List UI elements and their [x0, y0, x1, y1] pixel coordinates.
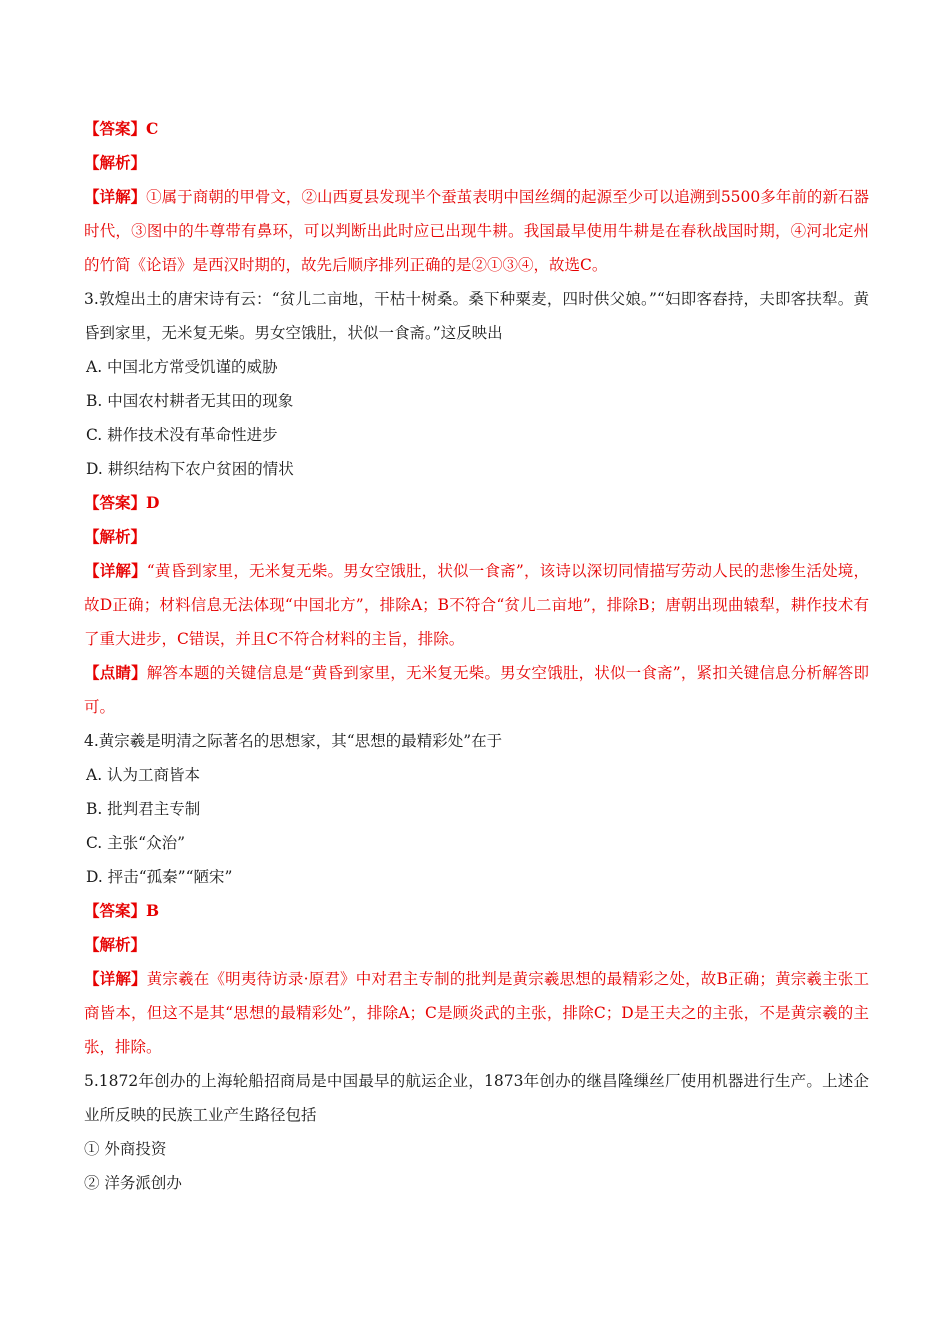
answer-value: C	[146, 119, 159, 138]
q4-option-a: A. 认为工商皆本	[86, 766, 201, 784]
q3-detail	[84, 554, 869, 656]
detail-tag: 【详解】	[84, 561, 147, 580]
q2-answer-line	[84, 112, 869, 146]
detail-tag: 【详解】	[84, 969, 147, 988]
q3-tip	[84, 656, 869, 724]
analysis-tag: 【解析】	[84, 935, 147, 954]
q3-option-b: B. 中国农村耕者无其田的现象	[86, 392, 294, 410]
q3-option-d: D. 耕织结构下农户贫困的情状	[86, 460, 294, 478]
q5-item-2: ② 洋务派创办	[84, 1174, 182, 1192]
q4-option-d: D. 抨击“孤秦”“陋宋”	[86, 868, 233, 886]
detail-tag: 【详解】	[84, 187, 147, 206]
q4-analysis-line	[84, 928, 869, 962]
q4-option-c: C. 主张“众治”	[86, 834, 186, 852]
detail-text: ①属于商朝的甲骨文，②山西夏县发现半个蚕茧表明中国丝绸的起源至少可以追溯到5500多年前的新石器时代，③图中的牛尊带有鼻环，可以判断出此时应已出现牛耕。我国最早使用牛耕是在春秋战国时期，④河北定州的竹简《论语》是西汉时期的，故先后顺序排列正确的是②①③④，故选C。	[84, 188, 869, 274]
q5-stem: 5.1872年创办的上海轮船招商局是中国最早的航运企业，1873年创办的继昌隆缫丝厂使用机器进行生产。上述企业所反映的民族工业产生路径包括	[84, 1072, 869, 1124]
q4-detail	[84, 962, 869, 1064]
detail-text: “黄昏到家里，无米复无柴。男女空饿肚，状似一食斋”，该诗以深切同情描写劳动人民的悲惨生活处境，故D正确；材料信息无法体现“中国北方”，排除A；B不符合“贫儿二亩地”，排除B；唐朝出现曲辕犁，耕作技术有了重大进步，C错误，并且C不符合材料的主旨，排除。	[84, 562, 869, 648]
q2-analysis-line	[84, 146, 869, 180]
answer-tag: 【答案】	[84, 119, 147, 138]
analysis-tag: 【解析】	[84, 527, 147, 546]
tip-tag: 【点睛】	[84, 663, 147, 682]
answer-tag: 【答案】	[84, 493, 147, 512]
analysis-tag: 【解析】	[84, 153, 147, 172]
answer-tag: 【答案】	[84, 901, 147, 920]
answer-value: B	[146, 901, 160, 920]
q4-answer-line	[84, 894, 869, 928]
answer-value: D	[146, 493, 160, 512]
q2-detail	[84, 180, 869, 282]
q4-option-b: B. 批判君主专制	[86, 800, 201, 818]
q4-stem: 4.黄宗羲是明清之际著名的思想家，其“思想的最精彩处”在于	[84, 732, 503, 750]
tip-text: 解答本题的关键信息是“黄昏到家里，无米复无柴。男女空饿肚，状似一食斋”，紧扣关键信息分析解答即可。	[84, 664, 869, 716]
q3-answer-line	[84, 486, 869, 520]
q3-option-c: C. 耕作技术没有革命性进步	[86, 426, 278, 444]
q3-option-a: A. 中国北方常受饥谨的威胁	[86, 358, 278, 376]
detail-text: 黄宗羲在《明夷待访录·原君》中对君主专制的批判是黄宗羲思想的最精彩之处，故B正确；黄宗羲主张工商皆本，但这不是其“思想的最精彩处”，排除A；C是顾炎武的主张，排除C；D是王夫之的主张，不是黄宗羲的主张，排除。	[84, 970, 869, 1056]
q3-stem: 3.敦煌出土的唐宋诗有云：“贫儿二亩地，干枯十树桑。桑下种粟麦，四时供父娘。”“妇即客舂持，夫即客扶犁。黄昏到家里，无米复无柴。男女空饿肚，状似一食斋。”这反映出	[84, 290, 869, 342]
q3-analysis-line	[84, 520, 869, 554]
q5-item-1: ① 外商投资	[84, 1140, 167, 1158]
document-page	[84, 112, 869, 1200]
